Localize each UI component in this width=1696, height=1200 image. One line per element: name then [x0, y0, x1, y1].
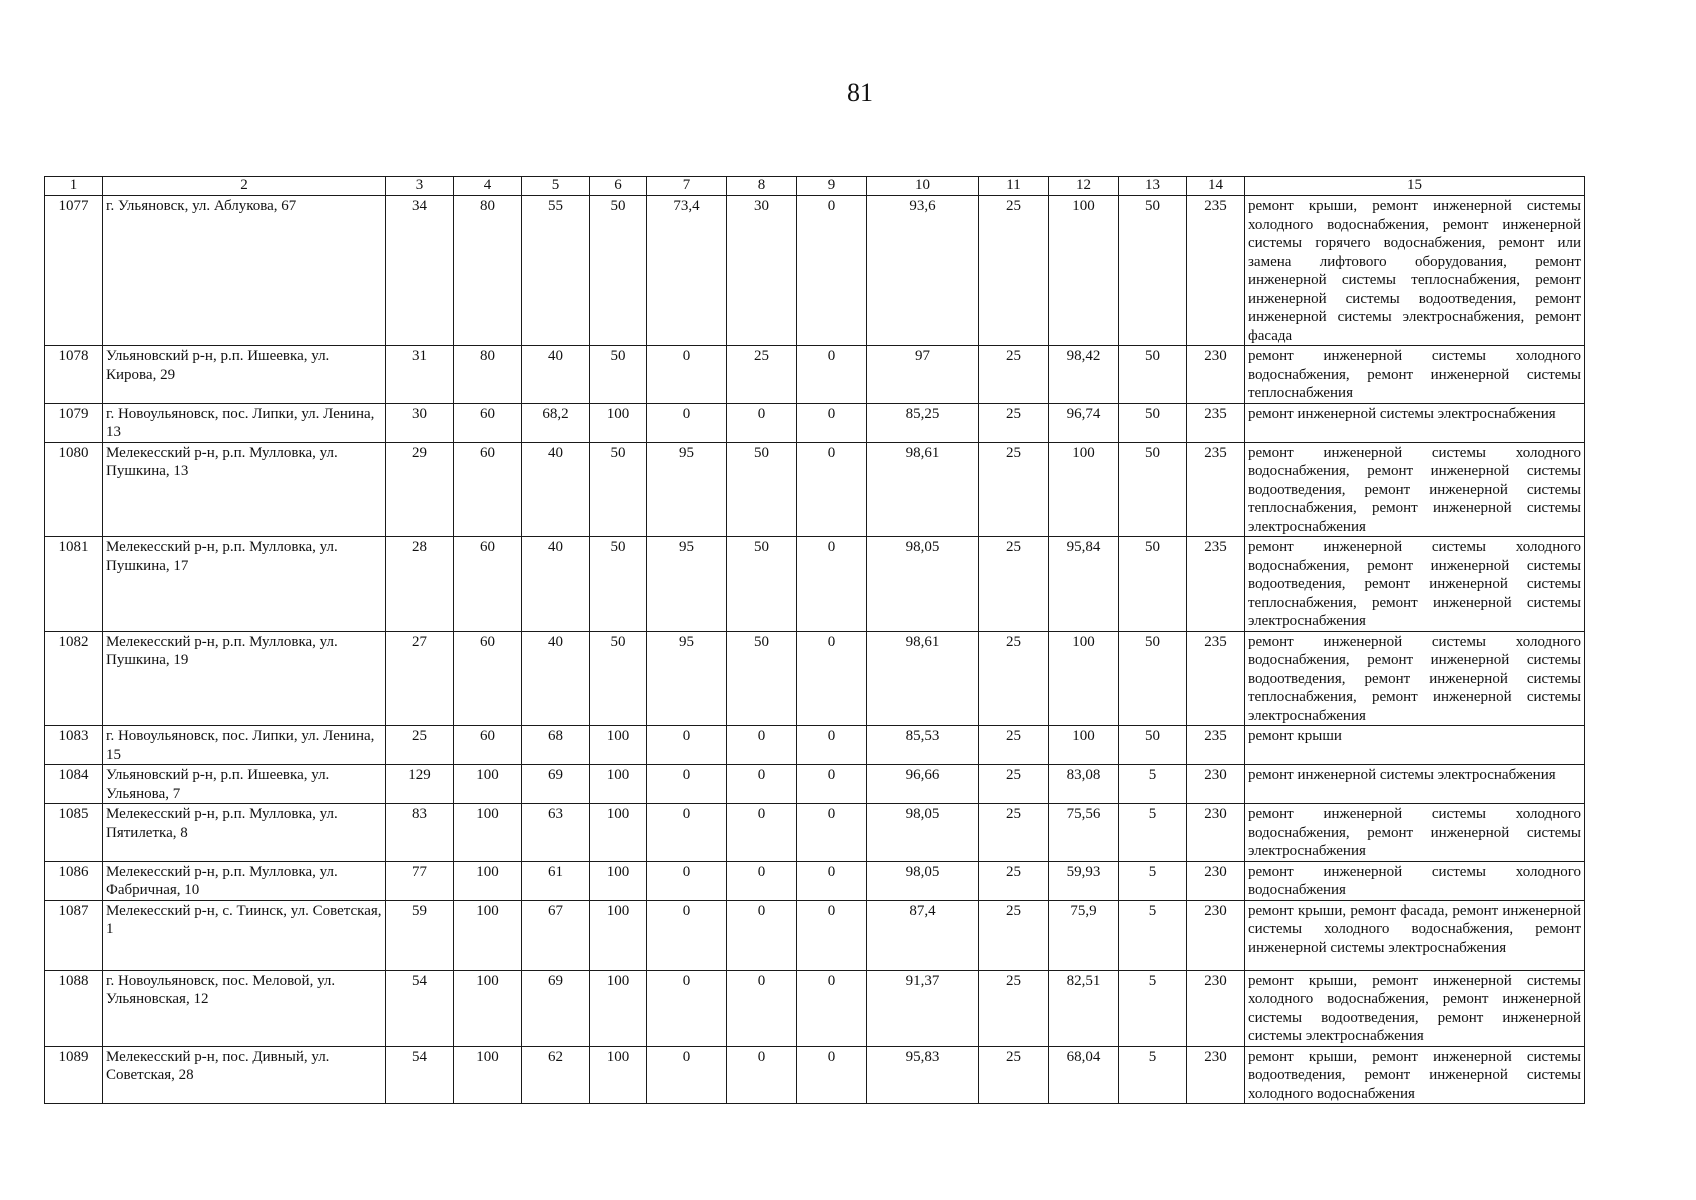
value-cell: 59,93 [1049, 861, 1119, 900]
address-cell: г. Новоульяновск, пос. Липки, ул. Ленина, 13 [103, 403, 386, 442]
value-cell: 100 [590, 804, 647, 862]
table-row [45, 537, 1585, 632]
address-cell: Мелекесский р-н, р.п. Мулловка, ул. Фабричная, 10 [103, 861, 386, 900]
value-cell: 60 [454, 442, 522, 537]
value-cell: 50 [590, 196, 647, 346]
value-cell: 0 [727, 970, 797, 1046]
value-cell: 93,6 [867, 196, 979, 346]
works-cell: ремонт крыши [1245, 726, 1585, 765]
value-cell: 60 [454, 403, 522, 442]
value-cell: 87,4 [867, 900, 979, 970]
value-cell: 95 [647, 442, 727, 537]
value-cell: 25 [979, 196, 1049, 346]
value-cell: 100 [1049, 196, 1119, 346]
address-cell: Мелекесский р-н, р.п. Мулловка, ул. Пятилетка, 8 [103, 804, 386, 862]
value-cell: 80 [454, 346, 522, 404]
table-header [45, 177, 1585, 196]
address-cell: Ульяновский р-н, р.п. Ишеевка, ул. Ульянова, 7 [103, 765, 386, 804]
address-cell: Мелекесский р-н, с. Тиинск, ул. Советская, 1 [103, 900, 386, 970]
value-cell: 100 [454, 1046, 522, 1104]
address-cell: Мелекесский р-н, р.п. Мулловка, ул. Пушкина, 13 [103, 442, 386, 537]
value-cell: 96,74 [1049, 403, 1119, 442]
row-number-cell: 1088 [45, 970, 103, 1046]
value-cell: 55 [522, 196, 590, 346]
value-cell: 25 [979, 804, 1049, 862]
row-number-cell: 1079 [45, 403, 103, 442]
value-cell: 50 [1119, 631, 1187, 726]
value-cell: 50 [727, 537, 797, 632]
col-header: 3 [386, 177, 454, 196]
address-cell: г. Новоульяновск, пос. Меловой, ул. Ульяновская, 12 [103, 970, 386, 1046]
value-cell: 40 [522, 442, 590, 537]
value-cell: 25 [979, 900, 1049, 970]
value-cell: 100 [590, 1046, 647, 1104]
value-cell: 0 [727, 900, 797, 970]
value-cell: 235 [1187, 537, 1245, 632]
works-cell: ремонт крыши, ремонт инженерной системы холодного водоснабжения, ремонт инженерной системы горячего водоснабжения, ремонт или замена лифтового оборудования, ремонт инженерной системы теплоснабжения, ремонт инженерной системы водоотведения, ремонт инженерной системы электроснабжения, ремонт фасада [1245, 196, 1585, 346]
value-cell: 0 [727, 804, 797, 862]
value-cell: 230 [1187, 765, 1245, 804]
value-cell: 25 [979, 861, 1049, 900]
value-cell: 0 [797, 900, 867, 970]
col-header: 10 [867, 177, 979, 196]
value-cell: 25 [979, 346, 1049, 404]
value-cell: 98,05 [867, 804, 979, 862]
works-cell: ремонт крыши, ремонт фасада, ремонт инженерной системы холодного водоснабжения, ремонт инженерной системы электроснабжения [1245, 900, 1585, 970]
table-row [45, 765, 1585, 804]
value-cell: 97 [867, 346, 979, 404]
value-cell: 60 [454, 726, 522, 765]
value-cell: 0 [727, 765, 797, 804]
col-header: 11 [979, 177, 1049, 196]
value-cell: 98,42 [1049, 346, 1119, 404]
col-header: 14 [1187, 177, 1245, 196]
value-cell: 0 [727, 861, 797, 900]
value-cell: 50 [590, 537, 647, 632]
value-cell: 235 [1187, 631, 1245, 726]
buildings-table [44, 176, 1585, 1104]
table-row [45, 346, 1585, 404]
value-cell: 77 [386, 861, 454, 900]
value-cell: 0 [797, 403, 867, 442]
value-cell: 95 [647, 537, 727, 632]
value-cell: 98,61 [867, 631, 979, 726]
row-number-cell: 1087 [45, 900, 103, 970]
value-cell: 50 [727, 631, 797, 726]
table-row [45, 1046, 1585, 1104]
value-cell: 0 [797, 537, 867, 632]
value-cell: 0 [647, 403, 727, 442]
table-row [45, 403, 1585, 442]
value-cell: 50 [590, 631, 647, 726]
value-cell: 230 [1187, 900, 1245, 970]
value-cell: 25 [727, 346, 797, 404]
value-cell: 40 [522, 346, 590, 404]
value-cell: 235 [1187, 442, 1245, 537]
value-cell: 100 [590, 403, 647, 442]
value-cell: 0 [647, 346, 727, 404]
value-cell: 54 [386, 970, 454, 1046]
value-cell: 0 [647, 726, 727, 765]
value-cell: 95,84 [1049, 537, 1119, 632]
value-cell: 69 [522, 970, 590, 1046]
value-cell: 29 [386, 442, 454, 537]
value-cell: 100 [454, 765, 522, 804]
value-cell: 0 [647, 900, 727, 970]
works-cell: ремонт крыши, ремонт инженерной системы холодного водоснабжения, ремонт инженерной системы водоотведения, ремонт инженерной системы электроснабжения [1245, 970, 1585, 1046]
value-cell: 50 [1119, 442, 1187, 537]
value-cell: 25 [979, 442, 1049, 537]
row-number-cell: 1081 [45, 537, 103, 632]
value-cell: 83 [386, 804, 454, 862]
value-cell: 235 [1187, 726, 1245, 765]
works-cell: ремонт инженерной системы холодного водоснабжения [1245, 861, 1585, 900]
value-cell: 100 [454, 861, 522, 900]
value-cell: 98,05 [867, 861, 979, 900]
address-cell: г. Ульяновск, ул. Аблукова, 67 [103, 196, 386, 346]
value-cell: 68,04 [1049, 1046, 1119, 1104]
table-body [45, 196, 1585, 1104]
row-number-cell: 1077 [45, 196, 103, 346]
value-cell: 230 [1187, 346, 1245, 404]
works-cell: ремонт инженерной системы холодного водоснабжения, ремонт инженерной системы водоотведения, ремонт инженерной системы теплоснабжения, ремонт инженерной системы электроснабжения [1245, 537, 1585, 632]
value-cell: 230 [1187, 1046, 1245, 1104]
value-cell: 0 [797, 726, 867, 765]
value-cell: 28 [386, 537, 454, 632]
value-cell: 25 [979, 537, 1049, 632]
value-cell: 5 [1119, 900, 1187, 970]
value-cell: 50 [1119, 537, 1187, 632]
value-cell: 0 [797, 346, 867, 404]
value-cell: 59 [386, 900, 454, 970]
works-cell: ремонт инженерной системы холодного водоснабжения, ремонт инженерной системы водоотведения, ремонт инженерной системы теплоснабжения, ремонт инженерной системы электроснабжения [1245, 442, 1585, 537]
value-cell: 235 [1187, 403, 1245, 442]
value-cell: 5 [1119, 1046, 1187, 1104]
col-header: 2 [103, 177, 386, 196]
value-cell: 230 [1187, 804, 1245, 862]
works-cell: ремонт инженерной системы холодного водоснабжения, ремонт инженерной системы водоотведения, ремонт инженерной системы теплоснабжения, ремонт инженерной системы электроснабжения [1245, 631, 1585, 726]
value-cell: 100 [1049, 442, 1119, 537]
value-cell: 0 [797, 804, 867, 862]
value-cell: 0 [647, 861, 727, 900]
table-row [45, 726, 1585, 765]
value-cell: 0 [727, 1046, 797, 1104]
value-cell: 100 [454, 804, 522, 862]
value-cell: 0 [797, 1046, 867, 1104]
table-row [45, 196, 1585, 346]
row-number-cell: 1080 [45, 442, 103, 537]
value-cell: 50 [590, 346, 647, 404]
page-number: 81 [847, 78, 873, 107]
row-number-cell: 1085 [45, 804, 103, 862]
row-number-cell: 1084 [45, 765, 103, 804]
value-cell: 95,83 [867, 1046, 979, 1104]
value-cell: 0 [797, 765, 867, 804]
value-cell: 91,37 [867, 970, 979, 1046]
value-cell: 0 [797, 970, 867, 1046]
value-cell: 100 [590, 765, 647, 804]
value-cell: 50 [1119, 403, 1187, 442]
value-cell: 50 [1119, 726, 1187, 765]
col-header: 13 [1119, 177, 1187, 196]
value-cell: 25 [386, 726, 454, 765]
value-cell: 50 [727, 442, 797, 537]
address-cell: Мелекесский р-н, р.п. Мулловка, ул. Пушкина, 17 [103, 537, 386, 632]
col-header: 6 [590, 177, 647, 196]
value-cell: 54 [386, 1046, 454, 1104]
value-cell: 27 [386, 631, 454, 726]
value-cell: 62 [522, 1046, 590, 1104]
value-cell: 0 [727, 403, 797, 442]
table-row [45, 900, 1585, 970]
col-header: 5 [522, 177, 590, 196]
value-cell: 50 [590, 442, 647, 537]
value-cell: 31 [386, 346, 454, 404]
value-cell: 100 [454, 970, 522, 1046]
value-cell: 68 [522, 726, 590, 765]
value-cell: 5 [1119, 804, 1187, 862]
address-cell: Мелекесский р-н, пос. Дивный, ул. Советская, 28 [103, 1046, 386, 1104]
col-header: 7 [647, 177, 727, 196]
value-cell: 100 [590, 726, 647, 765]
value-cell: 230 [1187, 861, 1245, 900]
col-header: 15 [1245, 177, 1585, 196]
value-cell: 230 [1187, 970, 1245, 1046]
value-cell: 5 [1119, 765, 1187, 804]
value-cell: 129 [386, 765, 454, 804]
value-cell: 61 [522, 861, 590, 900]
value-cell: 80 [454, 196, 522, 346]
value-cell: 50 [1119, 346, 1187, 404]
value-cell: 30 [386, 403, 454, 442]
value-cell: 25 [979, 631, 1049, 726]
value-cell: 25 [979, 1046, 1049, 1104]
value-cell: 0 [797, 861, 867, 900]
value-cell: 98,05 [867, 537, 979, 632]
value-cell: 50 [1119, 196, 1187, 346]
value-cell: 85,53 [867, 726, 979, 765]
value-cell: 100 [1049, 631, 1119, 726]
value-cell: 0 [647, 765, 727, 804]
value-cell: 0 [727, 726, 797, 765]
value-cell: 235 [1187, 196, 1245, 346]
value-cell: 63 [522, 804, 590, 862]
row-number-cell: 1078 [45, 346, 103, 404]
value-cell: 100 [1049, 726, 1119, 765]
table-row [45, 442, 1585, 537]
value-cell: 0 [647, 1046, 727, 1104]
value-cell: 25 [979, 970, 1049, 1046]
value-cell: 73,4 [647, 196, 727, 346]
value-cell: 30 [727, 196, 797, 346]
value-cell: 40 [522, 631, 590, 726]
value-cell: 25 [979, 765, 1049, 804]
col-header: 4 [454, 177, 522, 196]
value-cell: 95 [647, 631, 727, 726]
value-cell: 60 [454, 537, 522, 632]
table-row [45, 631, 1585, 726]
value-cell: 75,56 [1049, 804, 1119, 862]
row-number-cell: 1083 [45, 726, 103, 765]
header-row [45, 177, 1585, 196]
value-cell: 0 [647, 804, 727, 862]
row-number-cell: 1082 [45, 631, 103, 726]
value-cell: 5 [1119, 970, 1187, 1046]
col-header: 8 [727, 177, 797, 196]
works-cell: ремонт инженерной системы холодного водоснабжения, ремонт инженерной системы теплоснабжения [1245, 346, 1585, 404]
value-cell: 25 [979, 403, 1049, 442]
value-cell: 40 [522, 537, 590, 632]
value-cell: 85,25 [867, 403, 979, 442]
value-cell: 60 [454, 631, 522, 726]
address-cell: г. Новоульяновск, пос. Липки, ул. Ленина, 15 [103, 726, 386, 765]
works-cell: ремонт инженерной системы электроснабжения [1245, 765, 1585, 804]
col-header: 1 [45, 177, 103, 196]
value-cell: 68,2 [522, 403, 590, 442]
value-cell: 100 [590, 861, 647, 900]
value-cell: 100 [590, 900, 647, 970]
address-cell: Мелекесский р-н, р.п. Мулловка, ул. Пушкина, 19 [103, 631, 386, 726]
table-row [45, 804, 1585, 862]
value-cell: 0 [797, 442, 867, 537]
value-cell: 0 [797, 631, 867, 726]
table-row [45, 861, 1585, 900]
value-cell: 25 [979, 726, 1049, 765]
value-cell: 34 [386, 196, 454, 346]
value-cell: 5 [1119, 861, 1187, 900]
table-row [45, 970, 1585, 1046]
address-cell: Ульяновский р-н, р.п. Ишеевка, ул. Кирова, 29 [103, 346, 386, 404]
value-cell: 96,66 [867, 765, 979, 804]
value-cell: 75,9 [1049, 900, 1119, 970]
col-header: 12 [1049, 177, 1119, 196]
works-cell: ремонт крыши, ремонт инженерной системы водоотведения, ремонт инженерной системы холодного водоснабжения [1245, 1046, 1585, 1104]
value-cell: 83,08 [1049, 765, 1119, 804]
value-cell: 100 [454, 900, 522, 970]
value-cell: 100 [590, 970, 647, 1046]
row-number-cell: 1089 [45, 1046, 103, 1104]
works-cell: ремонт инженерной системы холодного водоснабжения, ремонт инженерной системы электроснабжения [1245, 804, 1585, 862]
works-cell: ремонт инженерной системы электроснабжения [1245, 403, 1585, 442]
table-container [44, 176, 1585, 1104]
value-cell: 69 [522, 765, 590, 804]
row-number-cell: 1086 [45, 861, 103, 900]
col-header: 9 [797, 177, 867, 196]
value-cell: 82,51 [1049, 970, 1119, 1046]
value-cell: 0 [647, 970, 727, 1046]
value-cell: 98,61 [867, 442, 979, 537]
value-cell: 67 [522, 900, 590, 970]
value-cell: 0 [797, 196, 867, 346]
